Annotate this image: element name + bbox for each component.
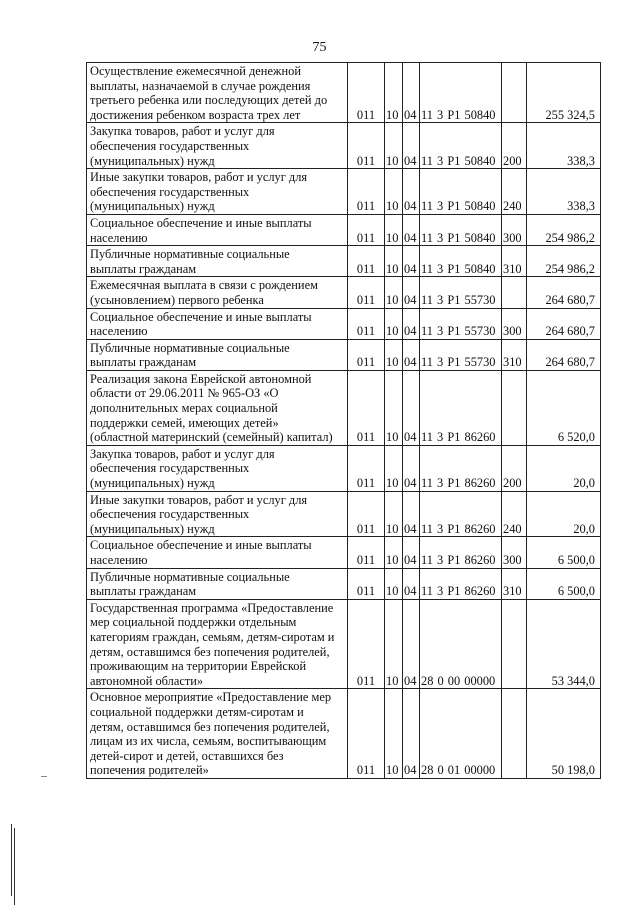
target-article-code: 11 3 Р1 86260 [420,370,502,445]
budget-table [86,62,601,779]
target-article-code: 11 3 Р1 50840 [420,214,502,245]
expense-type-code: 300 [502,537,527,568]
expense-name-line: населению [90,553,148,567]
expense-name [87,169,348,215]
expense-type-code: 310 [502,246,527,277]
expense-type-code: 310 [502,568,527,599]
expense-name-line: выплаты, назначаемой в случае рождения [90,78,311,93]
page-number: 75 [312,40,327,55]
expense-name [87,308,348,339]
target-article-code: 11 3 Р1 55730 [420,277,502,308]
expense-name-line: Иные закупки товаров, работ и услуг для [90,170,308,185]
section-code: 10 [385,491,403,537]
section-code: 10 [385,63,403,123]
ministry-code: 011 [348,689,385,779]
expense-type-code [502,277,527,308]
ministry-code: 011 [348,599,385,689]
amount: 50 198,0 [527,689,601,779]
ministry-code: 011 [348,246,385,277]
expense-name-line: проживающим на территории Еврейской [90,659,307,674]
expense-name-line: мер социальной поддержки отдельным [90,615,297,630]
expense-name-line: Ежемесячная выплата в связи с рождением [90,278,318,293]
ministry-code: 011 [348,339,385,370]
expense-type-code: 240 [502,491,527,537]
target-article-code: 11 3 Р1 55730 [420,308,502,339]
ministry-code: 011 [348,63,385,123]
table-row [87,63,601,123]
subsection-code: 04 [403,445,420,491]
expense-name-line: попечения родителей» [90,763,209,778]
expense-name [87,537,348,568]
amount: 338,3 [527,123,601,169]
amount: 264 680,7 [527,308,601,339]
table-row [87,308,601,339]
expense-name-line: Реализация закона Еврейской автономной [90,371,312,386]
expense-name-line: Иные закупки товаров, работ и услуг для [90,492,308,507]
subsection-code: 04 [403,214,420,245]
section-code: 10 [385,308,403,339]
target-article-code: 11 3 Р1 86260 [420,568,502,599]
ministry-code: 011 [348,537,385,568]
ministry-code: 011 [348,491,385,537]
section-code: 10 [385,537,403,568]
section-code: 10 [385,370,403,445]
target-article-code: 11 3 Р1 50840 [420,246,502,277]
expense-type-code [502,63,527,123]
ministry-code: 011 [348,169,385,215]
subsection-code: 04 [403,370,420,445]
expense-name-line: Закупка товаров, работ и услуг для [90,446,275,461]
scan-line-mark [14,828,15,905]
amount: 6 500,0 [527,537,601,568]
expense-name-line: Публичные нормативные социальные [90,340,290,355]
expense-name-line: обеспечения государственных [90,507,250,522]
table-row [87,214,601,245]
target-article-code: 28 0 00 00000 [420,599,502,689]
expense-name-line: социальной поддержки детям-сиротам и [90,704,304,719]
table-row [87,491,601,537]
ministry-code: 011 [348,370,385,445]
expense-name-line: Публичные нормативные социальные [90,569,290,584]
subsection-code: 04 [403,689,420,779]
amount: 53 344,0 [527,599,601,689]
table-row [87,599,601,689]
section-code: 10 [385,214,403,245]
expense-name-line: обеспечения государственных [90,138,250,153]
expense-name-line: выплаты гражданам [90,584,197,599]
subsection-code: 04 [403,339,420,370]
amount: 6 520,0 [527,370,601,445]
expense-name-line: категориям граждан, семьям, детям-сиротам и [90,629,335,644]
expense-type-code: 200 [502,445,527,491]
section-code: 10 [385,246,403,277]
ministry-code: 011 [348,277,385,308]
expense-name-line: населению [90,230,148,245]
subsection-code: 04 [403,599,420,689]
subsection-code: 04 [403,568,420,599]
section-code: 10 [385,568,403,599]
expense-name-line: Осуществление ежемесячной денежной [90,64,301,78]
target-article-code: 11 3 Р1 86260 [420,445,502,491]
expense-name [87,277,348,308]
expense-name [87,339,348,370]
table-row [87,689,601,779]
expense-name [87,246,348,277]
expense-name-line: Основное мероприятие «Предоставление мер [90,690,332,705]
table-row [87,339,601,370]
amount: 6 500,0 [527,568,601,599]
expense-name [87,123,348,169]
subsection-code: 04 [403,277,420,308]
expense-type-code: 300 [502,308,527,339]
target-article-code: 28 0 01 00000 [420,689,502,779]
table-row [87,246,601,277]
table-body [87,63,601,779]
expense-name-line: третьего ребенка или последующих детей до [90,93,328,108]
expense-name-line: Социальное обеспечение и иные выплаты [90,215,312,230]
subsection-code: 04 [403,246,420,277]
expense-name [87,445,348,491]
ministry-code: 011 [348,445,385,491]
expense-name-line: дополнительных мерах социальной [90,401,278,416]
target-article-code: 11 3 Р1 50840 [420,123,502,169]
expense-type-code [502,599,527,689]
section-code: 10 [385,599,403,689]
table-row [87,537,601,568]
amount: 20,0 [527,445,601,491]
expense-name-line: Закупка товаров, работ и услуг для [90,124,275,139]
section-code: 10 [385,689,403,779]
expense-name-line: населению [90,324,148,339]
expense-name-line: обеспечения государственных [90,461,250,476]
table-row [87,568,601,599]
section-code: 10 [385,445,403,491]
section-code: 10 [385,123,403,169]
expense-type-code [502,689,527,779]
expense-name-line: области от 29.06.2011 № 965-ОЗ «О [90,386,279,401]
expense-name [87,370,348,445]
subsection-code: 04 [403,491,420,537]
table-row [87,445,601,491]
ministry-code: 011 [348,568,385,599]
ministry-code: 011 [348,214,385,245]
subsection-code: 04 [403,63,420,123]
scan-line-mark [11,824,12,896]
expense-name-line: Социальное обеспечение и иные выплаты [90,309,312,324]
expense-type-code: 240 [502,169,527,215]
target-article-code: 11 3 Р1 55730 [420,339,502,370]
expense-name-line: достижения ребенком возраста трех лет [90,107,301,122]
expense-type-code: 300 [502,214,527,245]
section-code: 10 [385,169,403,215]
expense-name [87,568,348,599]
table-row [87,169,601,215]
expense-name [87,214,348,245]
ministry-code: 011 [348,308,385,339]
amount: 264 680,7 [527,277,601,308]
expense-name-line: Публичные нормативные социальные [90,247,290,262]
expense-name [87,689,348,779]
expense-type-code [502,370,527,445]
expense-name-line: выплаты гражданам [90,261,197,276]
amount: 255 324,5 [527,63,601,123]
amount: 264 680,7 [527,339,601,370]
amount: 20,0 [527,491,601,537]
expense-type-code: 200 [502,123,527,169]
expense-name-line: детям, оставшимся без попечения родителей, [90,644,330,659]
expense-name-line: Социальное обеспечение и иные выплаты [90,538,312,553]
table-row [87,277,601,308]
subsection-code: 04 [403,123,420,169]
amount: 254 986,2 [527,246,601,277]
expense-name-line: (усыновлением) первого ребенка [90,292,264,307]
expense-name-line: обеспечения государственных [90,184,250,199]
section-code: 10 [385,277,403,308]
expense-name-line: Государственная программа «Предоставление [90,600,334,615]
expense-name-line: автономной области» [90,673,204,688]
subsection-code: 04 [403,308,420,339]
amount: 254 986,2 [527,214,601,245]
expense-name-line: поддержки семей, имеющих детей» [90,415,279,430]
expense-name-line: (областной материнский (семейный) капитал) [90,430,333,445]
table-row [87,123,601,169]
expense-name [87,63,348,123]
ministry-code: 011 [348,123,385,169]
expense-name-line: лицам из их числа, семьям, воспитывающим [90,734,327,749]
subsection-code: 04 [403,169,420,215]
target-article-code: 11 3 Р1 86260 [420,491,502,537]
target-article-code: 11 3 Р1 50840 [420,63,502,123]
target-article-code: 11 3 Р1 50840 [420,169,502,215]
subsection-code: 04 [403,537,420,568]
expense-type-code: 310 [502,339,527,370]
expense-name-line: (муниципальных) нужд [90,476,215,491]
expense-name-line: детям, оставшимся без попечения родителей, [90,719,330,734]
expense-name-line: (муниципальных) нужд [90,153,215,168]
expense-name-line: детей-сирот и детей, оставшихся без [90,748,284,763]
amount: 338,3 [527,169,601,215]
scan-dot-mark [41,776,47,777]
expense-name-line: (муниципальных) нужд [90,199,215,214]
expense-name-line: (муниципальных) нужд [90,521,215,536]
expense-name [87,599,348,689]
table-row [87,370,601,445]
expense-name [87,491,348,537]
section-code: 10 [385,339,403,370]
expense-name-line: выплаты гражданам [90,355,197,370]
target-article-code: 11 3 Р1 86260 [420,537,502,568]
